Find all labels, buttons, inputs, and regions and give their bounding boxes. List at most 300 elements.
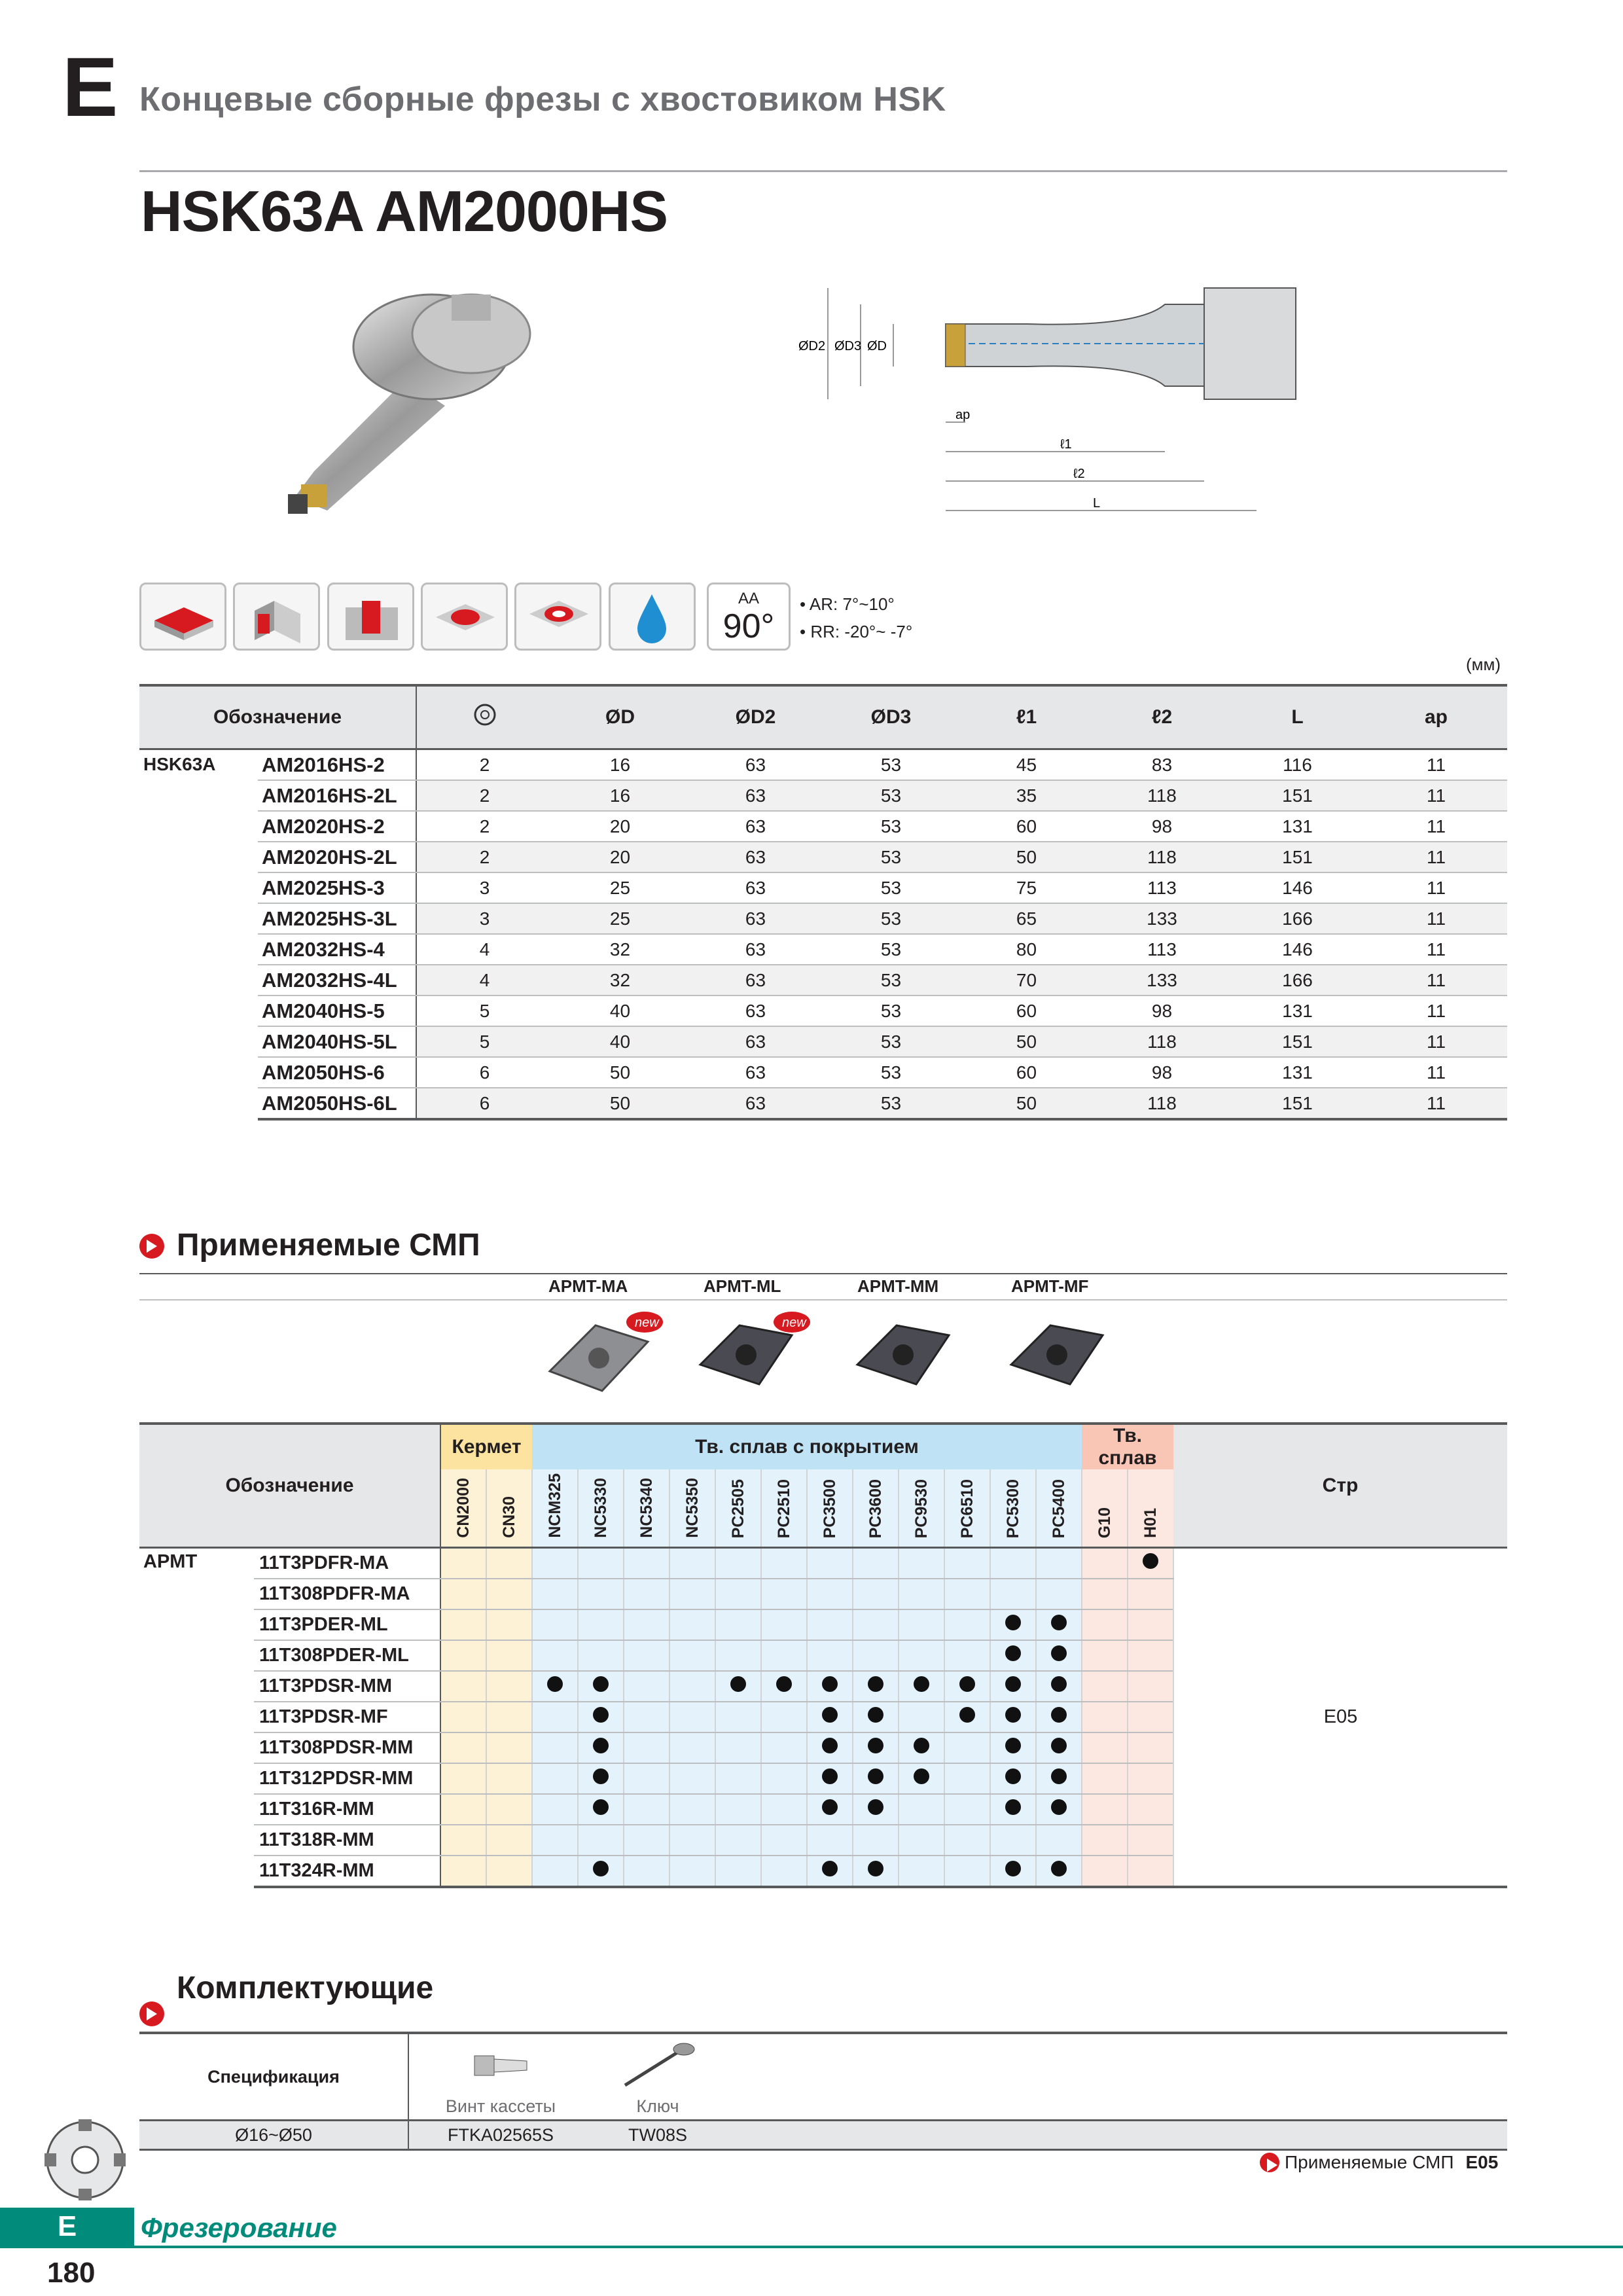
- availability-cell: [624, 1763, 669, 1794]
- availability-cell: [1036, 1702, 1082, 1732]
- availability-cell: [944, 1794, 990, 1825]
- availability-cell: [807, 1794, 853, 1825]
- value-cell: 63: [688, 1026, 823, 1057]
- value-cell: 60: [959, 811, 1094, 842]
- insert-designation: 11T312PDSR-MM: [254, 1763, 440, 1794]
- availability-cell: [807, 1702, 853, 1732]
- availability-cell: [990, 1671, 1036, 1702]
- slotting-icon: [327, 583, 414, 651]
- grade-header: [578, 1469, 624, 1548]
- inserts-section-title: Применяемые СМП: [177, 1228, 480, 1263]
- availability-dot: [547, 1676, 563, 1692]
- availability-dot: [1005, 1615, 1021, 1630]
- insert-designation: 11T318R-MM: [254, 1825, 440, 1856]
- availability-cell: [853, 1825, 899, 1856]
- value-cell: 4: [416, 965, 552, 996]
- grade-header: [944, 1469, 990, 1548]
- insert-designation: 11T308PDER-ML: [254, 1640, 440, 1671]
- col-l: L: [1230, 685, 1365, 749]
- availability-dot: [593, 1768, 609, 1784]
- coated-carbide-header: Тв. сплав с покрытием: [532, 1424, 1082, 1469]
- technical-drawing: [798, 275, 1322, 537]
- value-cell: 63: [688, 842, 823, 872]
- value-cell: 6: [416, 1057, 552, 1088]
- value-cell: 146: [1230, 872, 1365, 903]
- value-cell: 63: [688, 1088, 823, 1119]
- insert-designation: 11T3PDER-ML: [254, 1609, 440, 1640]
- availability-cell: [624, 1794, 669, 1825]
- value-cell: 2: [416, 749, 552, 781]
- grade-header: [807, 1469, 853, 1548]
- page-title: HSK63A AM2000HS: [141, 179, 668, 243]
- col-d3: ØD3: [823, 685, 959, 749]
- availability-cell: [761, 1825, 807, 1856]
- grade-header: [761, 1469, 807, 1548]
- new-badge: new: [782, 1316, 806, 1330]
- col-d2: ØD2: [688, 685, 823, 749]
- carbide-header: Тв. сплав: [1082, 1424, 1173, 1469]
- grade-header: [486, 1469, 532, 1548]
- insert-designation: 11T3PDSR-MM: [254, 1671, 440, 1702]
- availability-cell: [532, 1702, 578, 1732]
- availability-cell: [944, 1763, 990, 1794]
- grade-label: NC5340: [637, 1478, 656, 1538]
- insert-designation: 11T3PDSR-MF: [254, 1702, 440, 1732]
- value-cell: 53: [823, 811, 959, 842]
- availability-cell: [899, 1702, 944, 1732]
- value-cell: 98: [1094, 1057, 1230, 1088]
- availability-cell: [899, 1825, 944, 1856]
- availability-cell: [578, 1732, 624, 1763]
- availability-cell: [1082, 1579, 1128, 1609]
- screw-column: [408, 2033, 592, 2121]
- availability-cell: [532, 1609, 578, 1640]
- availability-dot: [1051, 1707, 1067, 1723]
- availability-cell: [1082, 1794, 1128, 1825]
- value-cell: 63: [688, 903, 823, 934]
- availability-cell: [669, 1609, 715, 1640]
- availability-cell: [1036, 1732, 1082, 1763]
- availability-cell: [990, 1548, 1036, 1579]
- availability-cell: [899, 1671, 944, 1702]
- table-row: [139, 1026, 1507, 1057]
- availability-cell: [440, 1702, 486, 1732]
- availability-cell: [1036, 1548, 1082, 1579]
- value-cell: 11: [1365, 1026, 1507, 1057]
- table-row: [139, 934, 1507, 965]
- table-row: [139, 811, 1507, 842]
- designation-cell: AM2032HS-4: [258, 934, 416, 965]
- value-cell: 113: [1094, 872, 1230, 903]
- availability-cell: [899, 1609, 944, 1640]
- value-cell: 2: [416, 842, 552, 872]
- insert-image: [537, 1306, 668, 1407]
- availability-dot: [1051, 1768, 1067, 1784]
- value-cell: 53: [823, 1057, 959, 1088]
- availability-cell: [669, 1856, 715, 1887]
- header-divider: [139, 170, 1507, 172]
- insert-designation: 11T3PDFR-MA: [254, 1548, 440, 1579]
- availability-cell: [440, 1671, 486, 1702]
- availability-dot: [868, 1799, 883, 1815]
- value-cell: 5: [416, 996, 552, 1026]
- value-cell: 70: [959, 965, 1094, 996]
- availability-cell: [624, 1856, 669, 1887]
- availability-cell: [807, 1640, 853, 1671]
- availability-dot: [822, 1799, 838, 1815]
- availability-cell: [1082, 1609, 1128, 1640]
- availability-cell: [853, 1609, 899, 1640]
- availability-cell: [990, 1702, 1036, 1732]
- availability-cell: [807, 1671, 853, 1702]
- grade-label: G10: [1095, 1507, 1114, 1538]
- grade-header: [899, 1469, 944, 1548]
- availability-cell: [853, 1856, 899, 1887]
- availability-cell: [669, 1732, 715, 1763]
- grade-header: [1128, 1469, 1173, 1548]
- inserts-table: [139, 1422, 1507, 1888]
- availability-cell: [624, 1732, 669, 1763]
- availability-dot: [868, 1861, 883, 1876]
- table-row: [139, 965, 1507, 996]
- face-milling-icon: [139, 583, 226, 651]
- availability-cell: [899, 1640, 944, 1671]
- rr-note: • RR: -20°~ -7°: [800, 622, 913, 641]
- insert-type-label: APMT-MF: [1011, 1276, 1089, 1296]
- availability-cell: [669, 1640, 715, 1671]
- designation-cell: AM2050HS-6: [258, 1057, 416, 1088]
- milling-cutter-icon: [39, 2114, 131, 2209]
- availability-cell: [715, 1579, 761, 1609]
- value-cell: 11: [1365, 749, 1507, 781]
- shoulder-milling-icon: [233, 583, 320, 651]
- section-name: Фрезерование: [141, 2212, 337, 2243]
- value-cell: 5: [416, 1026, 552, 1057]
- designation-cell: AM2020HS-2L: [258, 842, 416, 872]
- availability-cell: [578, 1579, 624, 1609]
- value-cell: 3: [416, 872, 552, 903]
- helical-interpolation-icon: [514, 583, 601, 651]
- availability-cell: [1082, 1702, 1128, 1732]
- table-row: [139, 749, 1507, 781]
- availability-cell: [990, 1732, 1036, 1763]
- availability-dot: [822, 1861, 838, 1876]
- label-l: L: [1093, 496, 1101, 511]
- availability-cell: [578, 1609, 624, 1640]
- availability-cell: [1082, 1671, 1128, 1702]
- availability-cell: [944, 1548, 990, 1579]
- value-cell: 63: [688, 780, 823, 811]
- group-label: APMT: [143, 1551, 198, 1572]
- insert-type-label: APMT-ML: [704, 1276, 781, 1296]
- availability-cell: [532, 1732, 578, 1763]
- spec-header: Спецификация: [139, 2033, 408, 2121]
- value-cell: 151: [1230, 1026, 1365, 1057]
- value-cell: 53: [823, 780, 959, 811]
- grade-label: PC6510: [957, 1479, 976, 1538]
- insert-type-label: APMT-MA: [548, 1276, 628, 1296]
- value-cell: 50: [552, 1088, 688, 1119]
- dimensions-table: [139, 684, 1507, 1121]
- value-cell: 113: [1094, 934, 1230, 965]
- availability-cell: [761, 1579, 807, 1609]
- availability-cell: [532, 1856, 578, 1887]
- availability-cell: [807, 1609, 853, 1640]
- availability-cell: [486, 1671, 532, 1702]
- availability-cell: [532, 1671, 578, 1702]
- unit-label: (мм): [1466, 655, 1501, 674]
- value-cell: 53: [823, 842, 959, 872]
- availability-cell: [715, 1856, 761, 1887]
- availability-cell: [1036, 1856, 1082, 1887]
- chapter-tab: E: [0, 2208, 134, 2246]
- availability-dot: [1051, 1645, 1067, 1661]
- availability-cell: [1082, 1640, 1128, 1671]
- availability-dot: [1005, 1676, 1021, 1692]
- value-cell: 151: [1230, 780, 1365, 811]
- availability-cell: [1128, 1794, 1173, 1825]
- arrow-icon: [1260, 2153, 1279, 2172]
- value-cell: 11: [1365, 965, 1507, 996]
- value-cell: 131: [1230, 996, 1365, 1026]
- col-designation: Обозначение: [139, 1424, 440, 1548]
- grade-label: PC3600: [866, 1479, 885, 1538]
- availability-cell: [853, 1763, 899, 1794]
- link-page: E05: [1465, 2152, 1499, 2172]
- table-row: [139, 842, 1507, 872]
- availability-dot: [959, 1707, 975, 1723]
- availability-cell: [532, 1548, 578, 1579]
- availability-cell: [532, 1794, 578, 1825]
- availability-cell: [853, 1794, 899, 1825]
- availability-dot: [1005, 1738, 1021, 1753]
- availability-cell: [715, 1763, 761, 1794]
- value-cell: 151: [1230, 1088, 1365, 1119]
- designation-cell: AM2020HS-2: [258, 811, 416, 842]
- availability-cell: [1036, 1763, 1082, 1794]
- availability-cell: [624, 1579, 669, 1609]
- availability-cell: [578, 1671, 624, 1702]
- value-cell: 166: [1230, 965, 1365, 996]
- insert-designation: 11T316R-MM: [254, 1794, 440, 1825]
- value-cell: 20: [552, 811, 688, 842]
- grade-header: [990, 1469, 1036, 1548]
- availability-cell: [532, 1825, 578, 1856]
- availability-cell: [578, 1702, 624, 1732]
- availability-cell: [440, 1825, 486, 1856]
- grade-label: H01: [1141, 1508, 1160, 1538]
- value-cell: 35: [959, 780, 1094, 811]
- availability-cell: [669, 1763, 715, 1794]
- col-teeth: [416, 685, 552, 749]
- insert-image: [998, 1306, 1129, 1407]
- availability-cell: [899, 1856, 944, 1887]
- col-designation: Обозначение: [139, 685, 416, 749]
- availability-cell: [761, 1548, 807, 1579]
- value-cell: 11: [1365, 780, 1507, 811]
- availability-cell: [440, 1609, 486, 1640]
- grade-label: NC5350: [683, 1478, 702, 1538]
- grade-header: [853, 1469, 899, 1548]
- availability-cell: [853, 1640, 899, 1671]
- availability-dot: [959, 1676, 975, 1692]
- designation-cell: AM2040HS-5L: [258, 1026, 416, 1057]
- availability-dot: [914, 1676, 929, 1692]
- availability-cell: [669, 1579, 715, 1609]
- availability-cell: [899, 1732, 944, 1763]
- value-cell: 6: [416, 1088, 552, 1119]
- availability-cell: [944, 1671, 990, 1702]
- value-cell: 60: [959, 996, 1094, 1026]
- value-cell: 63: [688, 934, 823, 965]
- page-ref: E05: [1173, 1548, 1507, 1888]
- availability-dot: [914, 1738, 929, 1753]
- availability-cell: [532, 1579, 578, 1609]
- availability-cell: [715, 1671, 761, 1702]
- availability-cell: [944, 1702, 990, 1732]
- value-cell: 53: [823, 996, 959, 1026]
- availability-cell: [1082, 1825, 1128, 1856]
- availability-cell: [1036, 1671, 1082, 1702]
- value-cell: 11: [1365, 996, 1507, 1026]
- availability-dot: [1051, 1676, 1067, 1692]
- label-d: ØD: [867, 339, 887, 353]
- availability-cell: [944, 1732, 990, 1763]
- availability-cell: [486, 1640, 532, 1671]
- screw-icon: [409, 2039, 592, 2096]
- availability-cell: [1128, 1671, 1173, 1702]
- availability-cell: [990, 1640, 1036, 1671]
- availability-cell: [715, 1732, 761, 1763]
- availability-cell: [761, 1732, 807, 1763]
- availability-cell: [1082, 1856, 1128, 1887]
- table-row: [139, 1548, 1507, 1579]
- designation-cell: AM2016HS-2: [258, 749, 416, 781]
- availability-cell: [1128, 1856, 1173, 1887]
- inserts-page-link[interactable]: [1260, 2152, 1498, 2173]
- label-d2: ØD2: [798, 339, 826, 353]
- table-row: [139, 996, 1507, 1026]
- value-cell: 45: [959, 749, 1094, 781]
- grade-header: [1036, 1469, 1082, 1548]
- value-cell: 75: [959, 872, 1094, 903]
- availability-cell: [440, 1856, 486, 1887]
- availability-cell: [669, 1548, 715, 1579]
- grade-header: [715, 1469, 761, 1548]
- availability-dot: [822, 1707, 838, 1723]
- availability-cell: [1128, 1825, 1173, 1856]
- availability-cell: [1128, 1732, 1173, 1763]
- availability-cell: [440, 1763, 486, 1794]
- availability-cell: [944, 1825, 990, 1856]
- grade-header: [624, 1469, 669, 1548]
- grade-label: PC2505: [728, 1479, 747, 1538]
- label-l2: ℓ2: [1073, 467, 1085, 481]
- insert-designation: 11T324R-MM: [254, 1856, 440, 1887]
- value-cell: 118: [1094, 1088, 1230, 1119]
- availability-cell: [715, 1548, 761, 1579]
- value-cell: 83: [1094, 749, 1230, 781]
- col-l2: ℓ2: [1094, 685, 1230, 749]
- col-l1: ℓ1: [959, 685, 1094, 749]
- availability-cell: [715, 1794, 761, 1825]
- availability-cell: [440, 1732, 486, 1763]
- accessories-section-title: Комплектующие: [177, 1971, 434, 2005]
- availability-cell: [486, 1763, 532, 1794]
- screw-label: Винт кассеты: [445, 2096, 556, 2116]
- availability-cell: [669, 1825, 715, 1856]
- value-cell: 63: [688, 872, 823, 903]
- availability-cell: [807, 1825, 853, 1856]
- availability-cell: [1128, 1702, 1173, 1732]
- availability-dot: [593, 1707, 609, 1723]
- availability-dot: [868, 1707, 883, 1723]
- insert-label-divider: [139, 1299, 1507, 1300]
- table-row: [139, 1088, 1507, 1119]
- insert-type-label: APMT-MM: [857, 1276, 939, 1296]
- insert-designation: 11T308PDFR-MA: [254, 1579, 440, 1609]
- availability-cell: [1036, 1825, 1082, 1856]
- availability-cell: [1128, 1640, 1173, 1671]
- value-cell: 4: [416, 934, 552, 965]
- availability-dot: [1051, 1738, 1067, 1753]
- availability-cell: [624, 1548, 669, 1579]
- cermet-header: Кермет: [440, 1424, 532, 1469]
- availability-dot: [822, 1676, 838, 1692]
- availability-dot: [1051, 1615, 1067, 1630]
- section-arrow-icon: [139, 2001, 164, 2026]
- availability-cell: [1036, 1609, 1082, 1640]
- designation-cell: AM2016HS-2L: [258, 780, 416, 811]
- availability-cell: [486, 1856, 532, 1887]
- designation-cell: AM2050HS-6L: [258, 1088, 416, 1119]
- availability-cell: [1128, 1763, 1173, 1794]
- availability-cell: [990, 1825, 1036, 1856]
- value-cell: 50: [959, 842, 1094, 872]
- availability-dot: [868, 1676, 883, 1692]
- value-cell: 63: [688, 996, 823, 1026]
- availability-cell: [715, 1609, 761, 1640]
- product-image: [275, 275, 615, 537]
- value-cell: 118: [1094, 780, 1230, 811]
- value-cell: 32: [552, 934, 688, 965]
- value-cell: 40: [552, 1026, 688, 1057]
- group-label: HSK63A: [143, 754, 216, 774]
- availability-dot: [776, 1676, 792, 1692]
- chapter-title: Концевые сборные фрезы с хвостовиком HSK: [139, 81, 946, 118]
- aa-label: AA: [738, 590, 759, 607]
- accessories-table: [139, 2032, 1507, 2151]
- availability-cell: [578, 1763, 624, 1794]
- key-code: TW08S: [592, 2121, 723, 2150]
- value-cell: 11: [1365, 872, 1507, 903]
- value-cell: 146: [1230, 934, 1365, 965]
- availability-cell: [899, 1763, 944, 1794]
- value-cell: 118: [1094, 1026, 1230, 1057]
- key-icon: [592, 2039, 723, 2096]
- value-cell: 53: [823, 1026, 959, 1057]
- value-cell: 53: [823, 965, 959, 996]
- grade-header: [1082, 1469, 1128, 1548]
- label-d3: ØD3: [834, 339, 862, 353]
- availability-dot: [1143, 1553, 1158, 1569]
- col-page: Стр: [1173, 1424, 1507, 1548]
- availability-dot: [822, 1768, 838, 1784]
- availability-cell: [578, 1794, 624, 1825]
- availability-cell: [1082, 1732, 1128, 1763]
- availability-cell: [669, 1702, 715, 1732]
- availability-dot: [914, 1768, 929, 1784]
